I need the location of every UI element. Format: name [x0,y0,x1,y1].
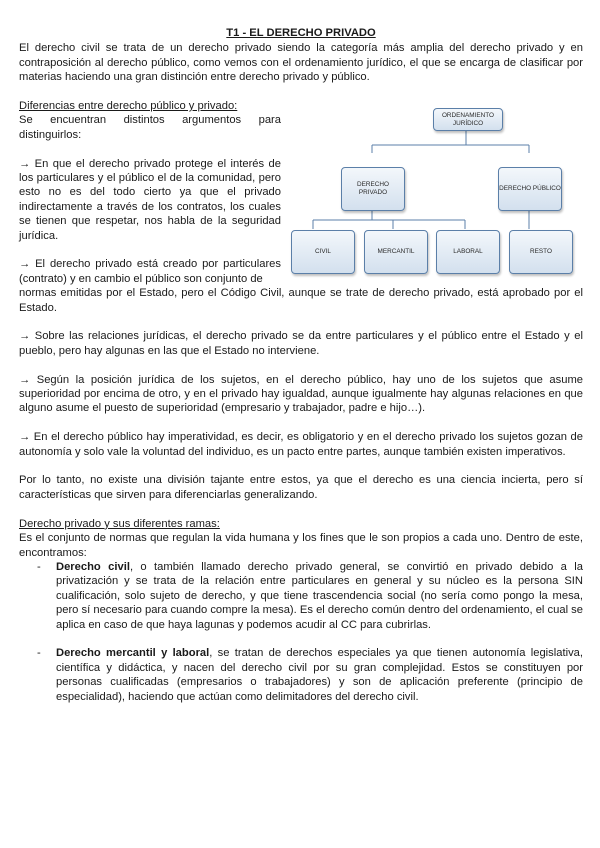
point-interes: → En que el derecho privado protege el interés de los particulares y el público el de la comunidad, pero esto no es del todo cierto ya que el privado indirectamente a través de los contratos, los cuales se tienen que respetar, nos habla de la seguridad jurídica. [19,157,281,242]
list-dash: - [37,647,41,660]
diagram-node-laboral: LABORAL [436,230,500,274]
point-creacion: → El derecho privado está creado por particulares (contrato) y en cambio el público son conjunto de [19,258,281,285]
diagram-node-privado: DERECHO PRIVADO [341,167,405,211]
item-text: , se tratan de derechos especiales ya que tienen autonomía legislativa, científica y didáctica, y nacen del derecho civil por su gran complejidad. Estos se constituyen por personas cualificadas (empresarios o trabajadores) y son de aplicación preferente (principio de especialidad), haciendo que actúan como delimitadores del derecho civil. [56,647,583,703]
ordenamiento-diagram [271,83,577,253]
diagram-node-publico: DERECHO PÚBLICO [498,167,562,211]
term-mercantil-laboral: Derecho mercantil y laboral [56,647,210,660]
term-derecho-civil: Derecho civil [56,560,130,573]
ramas-lead: Es el conjunto de normas que regulan la vida humana y los fines que le son propios a cada uno. Dentro de este, encontramos: [19,532,583,559]
point-posicion: → Según la posición jurídica de los sujetos, en el derecho público, hay uno de los sujetos que asume superioridad por encima de otro, y en el privado hay igualdad, aunque igualmente hay algunas relaciones en que alguno asume el puesto de superioridad (empresario y trabajador, padre e hijo…). [19,373,583,415]
diagram-node-mercantil: MERCANTIL [364,230,428,274]
intro-paragraph: El derecho civil se trata de un derecho privado siendo la categoría más amplia del derecho privado y en contraposición al derecho público, como vemos con el ordenamiento jurídico, el que se encarga de clasificar por materias haciendo una gran distinción entre derecho privado y público. [19,42,583,84]
diagram-node-civil: CIVIL [291,230,355,274]
section-heading-diferencias: Diferencias entre derecho público y privado: [19,100,238,113]
diagram-node-resto: RESTO [509,230,573,274]
diagram-node-root: ORDENAMIENTO JURÍDICO [433,108,503,131]
point-relaciones: → Sobre las relaciones jurídicas, el derecho privado se da entre particulares y el público entre el Estado y el pueblo, pero hay algunas en las que el Estado no interviene. [19,330,583,357]
point-imperatividad: → En el derecho público hay imperatividad, es decir, es obligatorio y en el derecho privado los sujetos gozan de autonomía y solo vale la voluntad del individuo, es un pacto entre partes, aunque también existen imperativos. [19,431,583,458]
section-lead: Se encuentran distintos argumentos para distinguirlos: [19,114,281,141]
item-text: , o también llamado derecho privado general, se convirtió en privado debido a la privatización y se trata de la relación entre particulares en general y su núcleo es la persona SIN cualificación, solo sujeto de derecho, y que tiene trascendencia social (no sería como pongo la mesa, pero sí necesario para cuando compre la mesa). Es el derecho común dentro del ordenamiento, el cual se aplica en caso de que haya lagunas y podemos acudir al CC para cubrirlas. [56,560,583,631]
section-heading-ramas: Derecho privado y sus diferentes ramas: [19,517,220,530]
document-title: T1 - EL DERECHO PRIVADO [226,27,376,39]
list-dash: - [37,560,41,573]
conclusion-paragraph: Por lo tanto, no existe una división tajante entre estos, ya que el derecho es una ciencia incierta, pero sí características que sirven para diferenciarlas generalizando. [19,474,583,501]
list-item [19,560,583,632]
point-creacion-cont: normas emitidas por el Estado, pero el Código Civil, aunque se trate de derecho privado, está aprobado por el Estado. [19,287,583,314]
list-item [19,646,583,704]
ramas-list [19,560,583,704]
